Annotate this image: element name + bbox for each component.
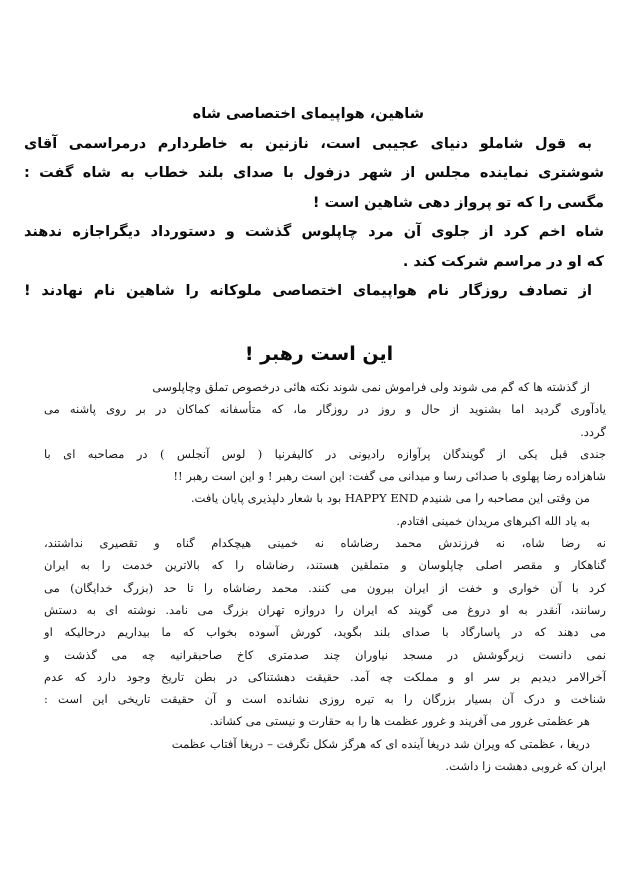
body-line: شاهزاده رضا پهلوی با صدائی رسا و میدانی می گفت: این است رهبر ! و این است رهبر !!	[173, 469, 606, 484]
body-line: آخرالامر دیدیم بر سر او و مملکت چه آمد. حقیقت دهشتناکی در بطن تاریخ وجود دارد که عدم	[44, 669, 606, 684]
body-line: ایران که غروبی دهشت زا داشت.	[445, 759, 606, 774]
top-section	[24, 100, 604, 307]
top-section-line: به قول شاملو دنیای عجیبی است، نازنین به خاطردارم درمراسمی آقای	[24, 135, 592, 152]
body-line: جندی قبل یکی از گویندگان پرآوازه رادیونی در کالیفرنیا ( لوس آنجلس ) در مصاحبه ای با	[44, 446, 606, 461]
body-line: می دهند که در پاسارگاد با صدای بلند بگوید، کورش آسوده بخواب که ما بیداریم درحالیکه او	[44, 625, 606, 640]
top-section-line: که او در مراسم شرکت کند .	[402, 253, 604, 270]
body-line: از گذشته ها که گم می شوند ولی فراموش نمی شوند نکته هائی درخصوص تملق وچاپلوسی	[152, 380, 590, 394]
body-line: نه رضا شاه، نه فرزندش محمد رضاشاه نه خمینی هیچکدام گناه و تقصیری نداشتند،	[44, 536, 606, 551]
top-section-line: شوشتری نماینده مجلس از شهر دزفول با صدای بلند خطاب به شاه گفت :	[24, 165, 604, 181]
body-line: نمی دانست زیرگوشش در مسجد نیاوران چند صدمتری کاخ صاحبقرانیه چه می گذشت و	[44, 647, 606, 662]
body-line: هر عظمتی غرور می آفریند و غرور عظمت ها را به حقارت و نیستی می کشاند.	[209, 714, 590, 729]
top-section-line: مگسی را که تو پرواز دهی شاهین است !	[312, 194, 604, 211]
body-line: گردد.	[580, 424, 606, 439]
body-line: من وقتی این مصاحبه را می شنیدم HAPPY END بود با شعار دلپذیری پایان یافت.	[190, 491, 590, 506]
body-line: شناخت و درک آن بسیار بزرگان را به تیره روزی نشانده است و آن حقیقت تاریخی این است :	[44, 692, 606, 707]
body-line: یادآوری گردید اما بشنوید از حال و روز در روزگار ما، که متأسفانه کماکان در بر روی پاشنه می	[44, 402, 606, 417]
body-line: دریغا ، عظمتی که ویران شد دریغا آینده ای که هرگز شکل نگرفت – دریغا آفتاب عظمت	[171, 736, 590, 751]
body-line: رسانند، آنقدر به او دروغ می گویند که ایران را دروازه تهران بزرگ می نامد. نوشته ای به دستش	[44, 602, 606, 617]
body-line: گناهکار و مقصر اصلی چاپلوسان و متملقین هستند، رضاشاه را که بالاترین خدمت را به ایران	[44, 558, 606, 573]
top-section-line: شاه اخم کرد از جلوی آن مرد چاپلوس گذشت و دستورداد دیگراجازه ندهند	[24, 224, 604, 240]
body-text	[44, 376, 606, 777]
body-line: به یاد الله اکبرهای مریدان خمینی افتادم.	[396, 513, 590, 528]
top-section-title: شاهین، هواپیمای اختصاصی شاه	[192, 106, 424, 122]
page-heading: این است رهبر !	[244, 343, 394, 365]
top-section-line: از تصادف روزگار نام هواپیمای اختصاصی ملوکانه را شاهین نام نهادند !	[24, 283, 592, 299]
body-line: کرد با آن خواری و خفت از ایران بیرون می کنند. محمد رضاشاه را تا حد (بزرگ خدایگان) می	[44, 580, 606, 595]
